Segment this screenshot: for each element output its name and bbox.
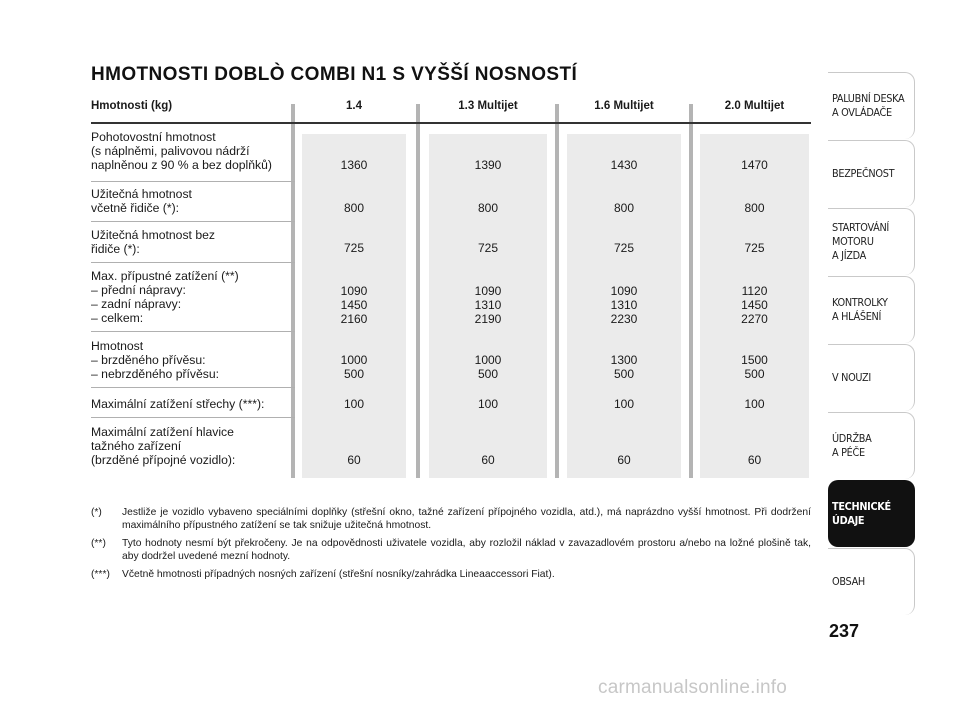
column-divider — [416, 104, 420, 478]
row-divider — [91, 181, 295, 182]
watermark: carmanualsonline.info — [598, 677, 788, 698]
footnotes — [91, 506, 811, 586]
table-cell: 1000 500 — [340, 353, 368, 381]
table-cell: 100 — [477, 397, 499, 411]
column-header: 1.3 Multijet — [458, 100, 518, 112]
table-cell: 800 — [477, 201, 499, 215]
tab-kontrolky[interactable]: KONTROLKY A HLÁŠENÍ — [828, 276, 915, 343]
footnote-mark: (***) — [91, 569, 110, 580]
row-divider — [91, 262, 295, 263]
footnote-mark: (**) — [91, 538, 106, 549]
table-cell: 800 — [744, 201, 765, 215]
table-cell: 1470 — [741, 158, 768, 172]
column-divider — [689, 104, 693, 478]
footnote — [91, 506, 811, 532]
table-cell: 1390 — [474, 158, 502, 172]
row-divider — [91, 387, 295, 388]
table-cell: 1090 1450 2160 — [340, 284, 368, 326]
row-label: Max. přípustné zatížení (**) – přední nápravy: – zadní nápravy: – celkem: — [91, 269, 239, 325]
table-cell: 725 — [744, 241, 765, 255]
table-cell: 100 — [343, 397, 365, 411]
tab-obsah[interactable]: OBSAH — [828, 548, 915, 615]
tab-v-nouzi[interactable]: V NOUZI — [828, 344, 915, 411]
footnote-text: Jestliže je vozidlo vybaveno speciálními doplňky (střešní okno, tažné zařízení přípojného vozidla, atd.), má naprázdno vyšší hmotnost. Při dodržení maximálního přípustného zatížení se tak snižuje užitečná hmotnost. — [122, 507, 811, 531]
table-cell: 60 — [481, 453, 495, 467]
column-divider — [555, 104, 559, 478]
column-header: 1.4 — [346, 100, 362, 112]
table-cell: 1090 1310 2230 — [610, 284, 638, 326]
tab-udrzba[interactable]: ÚDRŽBA A PÉČE — [828, 412, 915, 479]
row-label: Maximální zatížení hlavice tažného zařízení (brzděné přípojné vozidlo): — [91, 425, 236, 467]
footnote-mark: (*) — [91, 507, 102, 518]
column-header: 1.6 Multijet — [594, 100, 654, 112]
row-label: Užitečná hmotnost bez řidiče (*): — [91, 228, 215, 256]
tab-technicke-udaje[interactable]: TECHNICKÉ ÚDAJE — [828, 480, 915, 547]
footnote — [91, 568, 811, 581]
column-divider — [291, 104, 295, 478]
table-cell: 60 — [617, 453, 631, 467]
tab-startovani-motoru[interactable]: STARTOVÁNÍ MOTORU A JÍZDA — [828, 208, 915, 275]
row-divider — [91, 221, 295, 222]
table-cell: 1000 500 — [474, 353, 502, 381]
table-cell: 800 — [343, 201, 365, 215]
column-header: 2.0 Multijet — [724, 100, 785, 112]
table-cell: 725 — [343, 241, 365, 255]
table-header-label: Hmotnosti (kg) — [91, 100, 173, 112]
table-cell: 1300 500 — [610, 353, 638, 381]
row-label: Pohotovostní hmotnost (s náplněmi, palivovou nádrží naplněnou z 90 % a bez doplňků) — [91, 130, 272, 172]
row-label: Užitečná hmotnost včetně řidiče (*): — [91, 187, 192, 215]
table-cell: 1090 1310 2190 — [474, 284, 502, 326]
footnote-text: Tyto hodnoty nesmí být překročeny. Je na odpovědnosti uživatele vozidla, aby rozložil náklad v zavazadlovém prostoru a/nebo na ložné plošině tak, aby dodržel uvedené mezní hodnoty. — [122, 538, 811, 562]
table-cell: 1430 — [610, 158, 638, 172]
tab-palubni-deska[interactable]: PALUBNÍ DESKA A OVLÁDAČE — [828, 72, 915, 139]
table-cell: 800 — [613, 201, 635, 215]
page-number: 237 — [829, 621, 860, 641]
table-cell: 1360 — [340, 158, 368, 172]
footnote — [91, 537, 811, 563]
table-cell: 725 — [613, 241, 635, 255]
table-cell: 100 — [744, 397, 765, 411]
page-title: HMOTNOSTI DOBLÒ COMBI N1 S VYŠŠÍ NOSNOSTÍ — [91, 64, 578, 85]
weights-table — [91, 96, 811, 482]
row-label: Maximální zatížení střechy (***): — [91, 397, 265, 411]
table-cell: 1120 1450 2270 — [741, 284, 768, 326]
table-cell: 60 — [747, 453, 762, 467]
footnote-text: Včetně hmotnosti případných nosných zařízení (střešní nosníky/zahrádka Lineaaccessori Fiat). — [122, 569, 555, 580]
table-cell: 60 — [347, 453, 361, 467]
section-tabs — [828, 72, 915, 616]
row-label: Hmotnost – brzděného přívěsu: – nebrzděného přívěsu: — [91, 339, 220, 381]
tab-bezpecnost[interactable]: BEZPEČNOST — [828, 140, 915, 207]
row-divider — [91, 417, 295, 418]
row-divider — [91, 331, 295, 332]
table-cell: 1500 500 — [741, 353, 768, 381]
table-cell: 100 — [613, 397, 635, 411]
header-rule — [91, 122, 811, 124]
table-cell: 725 — [477, 241, 499, 255]
